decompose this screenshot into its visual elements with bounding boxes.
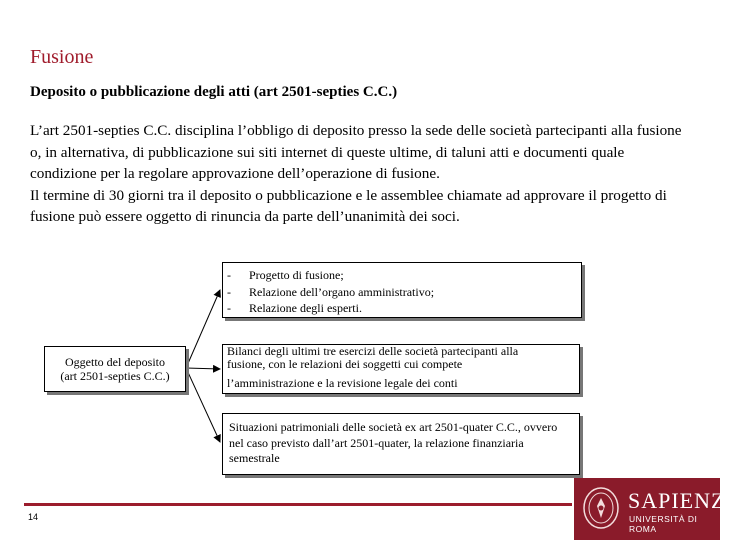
footer-bar: [24, 503, 572, 506]
arrow-to-list: [186, 290, 220, 368]
logo-name: SAPIENZA: [628, 488, 742, 513]
list-item: - Relazione degli esperti.: [227, 301, 362, 315]
deposito-object-line-1: Oggetto del deposito: [65, 355, 165, 369]
paragraph-2: Il termine di 30 giorni tra il deposito o pubblicazione e le assemblee chiamate ad approvare il progetto di fusione può essere oggetto di rinuncia da parte dell’unanimità dei soci.: [30, 186, 667, 226]
deposito-object-box: [44, 346, 186, 392]
paragraph-1: L’art 2501-septies C.C. disciplina l’obbligo di deposito presso la sede delle società partecipanti alla fusione o, in alternativa, di pubblicazione sui siti internet di queste ultime, di taluni atti e documenti quale condizione per la regolare approvazione dell’operazione di fusione.: [30, 122, 682, 183]
bilanci-box: [222, 344, 580, 394]
bilanci-line-1: Bilanci degli ultimi tre esercizi delle società partecipanti alla: [227, 344, 519, 358]
bilanci-line-3: l’amministrazione e la revisione legale dei conti: [227, 376, 458, 390]
arrow-to-bilanci: [186, 368, 220, 369]
sapienza-seal-icon: [582, 486, 620, 530]
logo-subtitle: UNIVERSITÀ DI ROMA: [629, 514, 698, 534]
list-item: - Relazione dell’organo amministrativo;: [227, 284, 435, 299]
slide-title: Fusione: [30, 46, 94, 68]
documents-list-box: [222, 262, 582, 318]
deposito-object-line-2: (art 2501-septies C.C.): [60, 369, 170, 383]
slide-subtitle: Deposito o pubblicazione degli atti (art 2501-septies C.C.): [30, 84, 398, 100]
sapienza-logo: [574, 478, 742, 540]
list-item: - Progetto di fusione;: [227, 268, 344, 282]
page-number: 14: [28, 512, 39, 522]
arrow-to-situazioni: [186, 368, 220, 442]
situazioni-box: Situazioni patrimoniali delle società ex art 2501-quater C.C., ovvero nel caso previsto dall’art 2501-quater, la relazione finanziaria semestrale: [222, 413, 580, 475]
bilanci-line-2: fusione, con le relazioni dei soggetti cui compete: [227, 357, 463, 371]
